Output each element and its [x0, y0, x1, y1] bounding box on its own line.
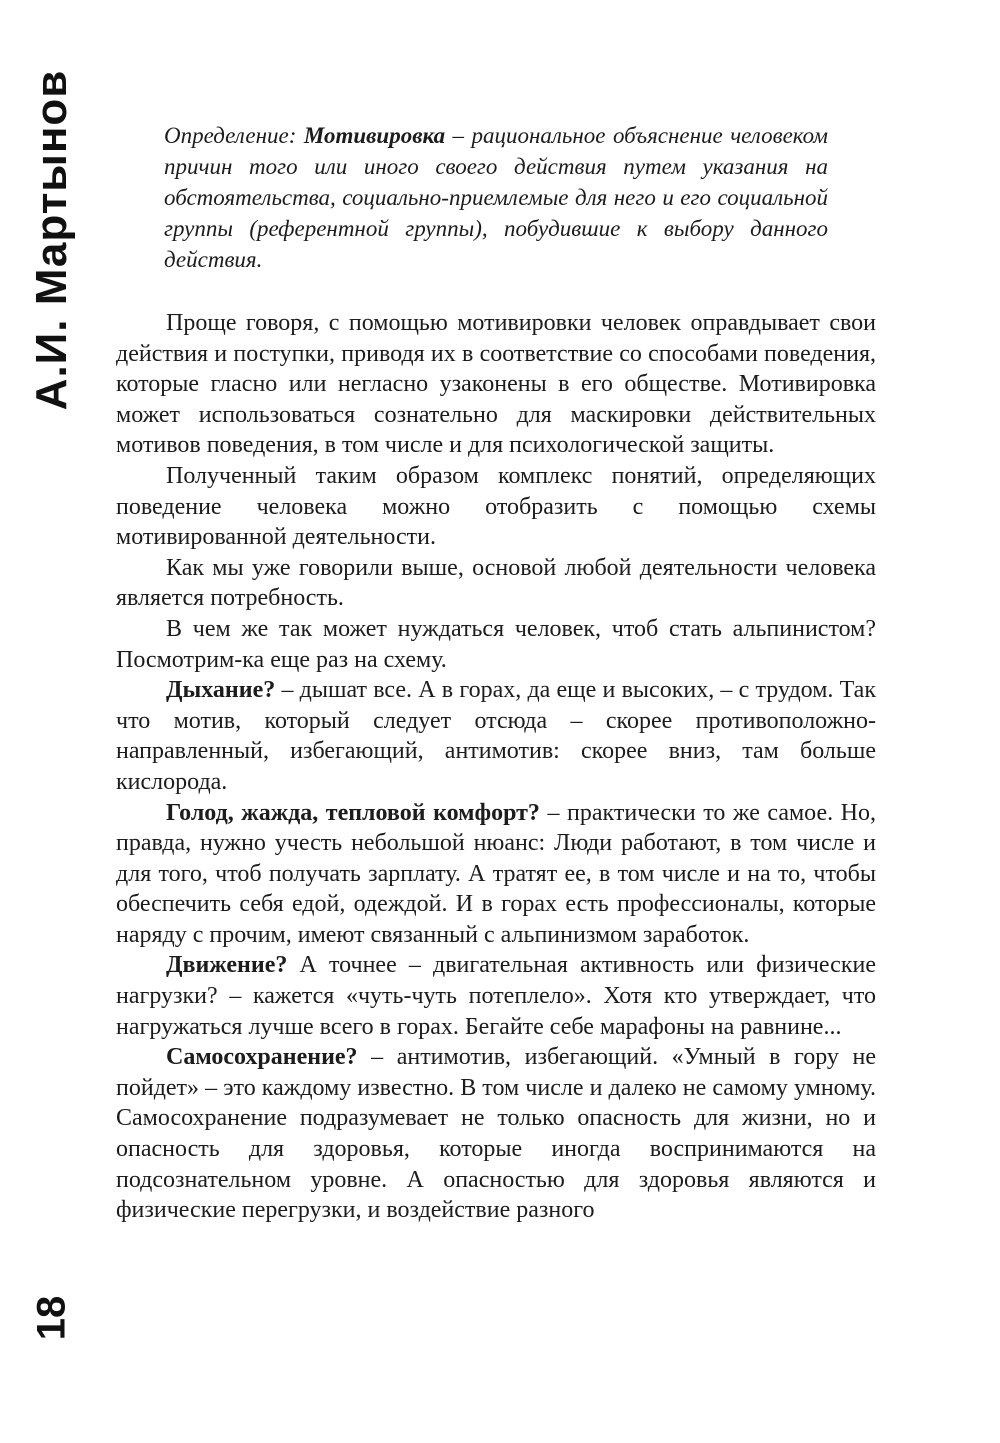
paragraph-text: А точнее – двигательная активность или физические нагрузки? – кажется «чуть-чуть потеплело». Хотя кто утверждает, что нагружаться лучше всего в горах. Бегайте себе марафоны на равнине...: [116, 952, 876, 1040]
paragraph-text: Полученный таким образом комплекс понятий, определяющих поведение человека можно отобразить с помощью схемы мотивированной деятельности.: [116, 462, 876, 551]
paragraph: [116, 950, 876, 1042]
main-text: [116, 308, 876, 1226]
paragraph: [116, 308, 876, 461]
paragraph-text: – антимотив, избегающий. «Умный в гору не пойдет» – это каждому известно. В том числе и далеко не самому умному. Самосохранение подразумевает не только опасность для жизни, но и опасность для здоровья, которые иногда воспринимаются на подсознательном уровне. А опасностью для здоровья являются и физические перегрузки, и воздействие разного: [116, 1044, 876, 1224]
running-head-author: [22, 69, 82, 411]
paragraph-text: В чем же так может нуждаться человек, чтоб стать альпинистом? Посмотрим-ка еще раз на схему.: [116, 615, 876, 673]
paragraph-text: Проще говоря, с помощью мотивировки человек оправдывает свои действия и поступки, приводя их в соответствие со способами поведения, которые гласно или негласно узаконены в его обществе. Мотивировка может использоваться сознательно для маскировки действительных мотивов поведения, в том числе и для психологической защиты.: [116, 310, 876, 459]
paragraph-text: Как мы уже говорили выше, основой любой деятельности человека является потребность.: [116, 554, 876, 612]
paragraph: [116, 798, 876, 951]
paragraph-text: – дышат все. А в горах, да еще и высоких, – с трудом. Так что мотив, который следует отсюда – скорее противоположно-направленный, избегающий, антимотив: скорее вниз, там больше кислорода.: [116, 677, 876, 795]
paragraph-lead: Дыхание?: [166, 677, 276, 704]
definition-block: [164, 120, 828, 275]
definition-term: Мотивировка: [303, 123, 446, 148]
paragraph-text: – практически то же самое. Но, правда, нужно учесть небольшой нюанс: Люди работают, в том числе и для того, чтоб получать зарплату. А тратят ее, в том числе и на то, чтобы обеспечить себя едой, одеждой. И в горах есть профессионалы, которые наряду с прочим, имеют связанный с альпинизмом заработок.: [116, 799, 876, 948]
definition-text: – рациональное объяснение человеком причин того или иного своего действия путем указания на обстоятельства, социально-приемлемые для него и его социальной группы (референтной группы), побудившие к выбору данного действия.: [164, 123, 828, 272]
author-name: А.И. Мартынов: [27, 69, 76, 411]
page-number: 18: [29, 1295, 74, 1341]
paragraph: [116, 614, 876, 675]
paragraph: [116, 553, 876, 614]
page-number-block: [22, 1288, 82, 1348]
paragraph: [116, 461, 876, 553]
paragraph: [116, 1042, 876, 1226]
paragraph-lead: Самосохранение?: [166, 1044, 358, 1071]
paragraph-lead: Голод, жажда, тепловой комфорт?: [166, 799, 540, 826]
definition-prefix: Определение:: [164, 123, 304, 148]
paragraph-lead: Движение?: [166, 952, 288, 979]
paragraph: [116, 675, 876, 797]
